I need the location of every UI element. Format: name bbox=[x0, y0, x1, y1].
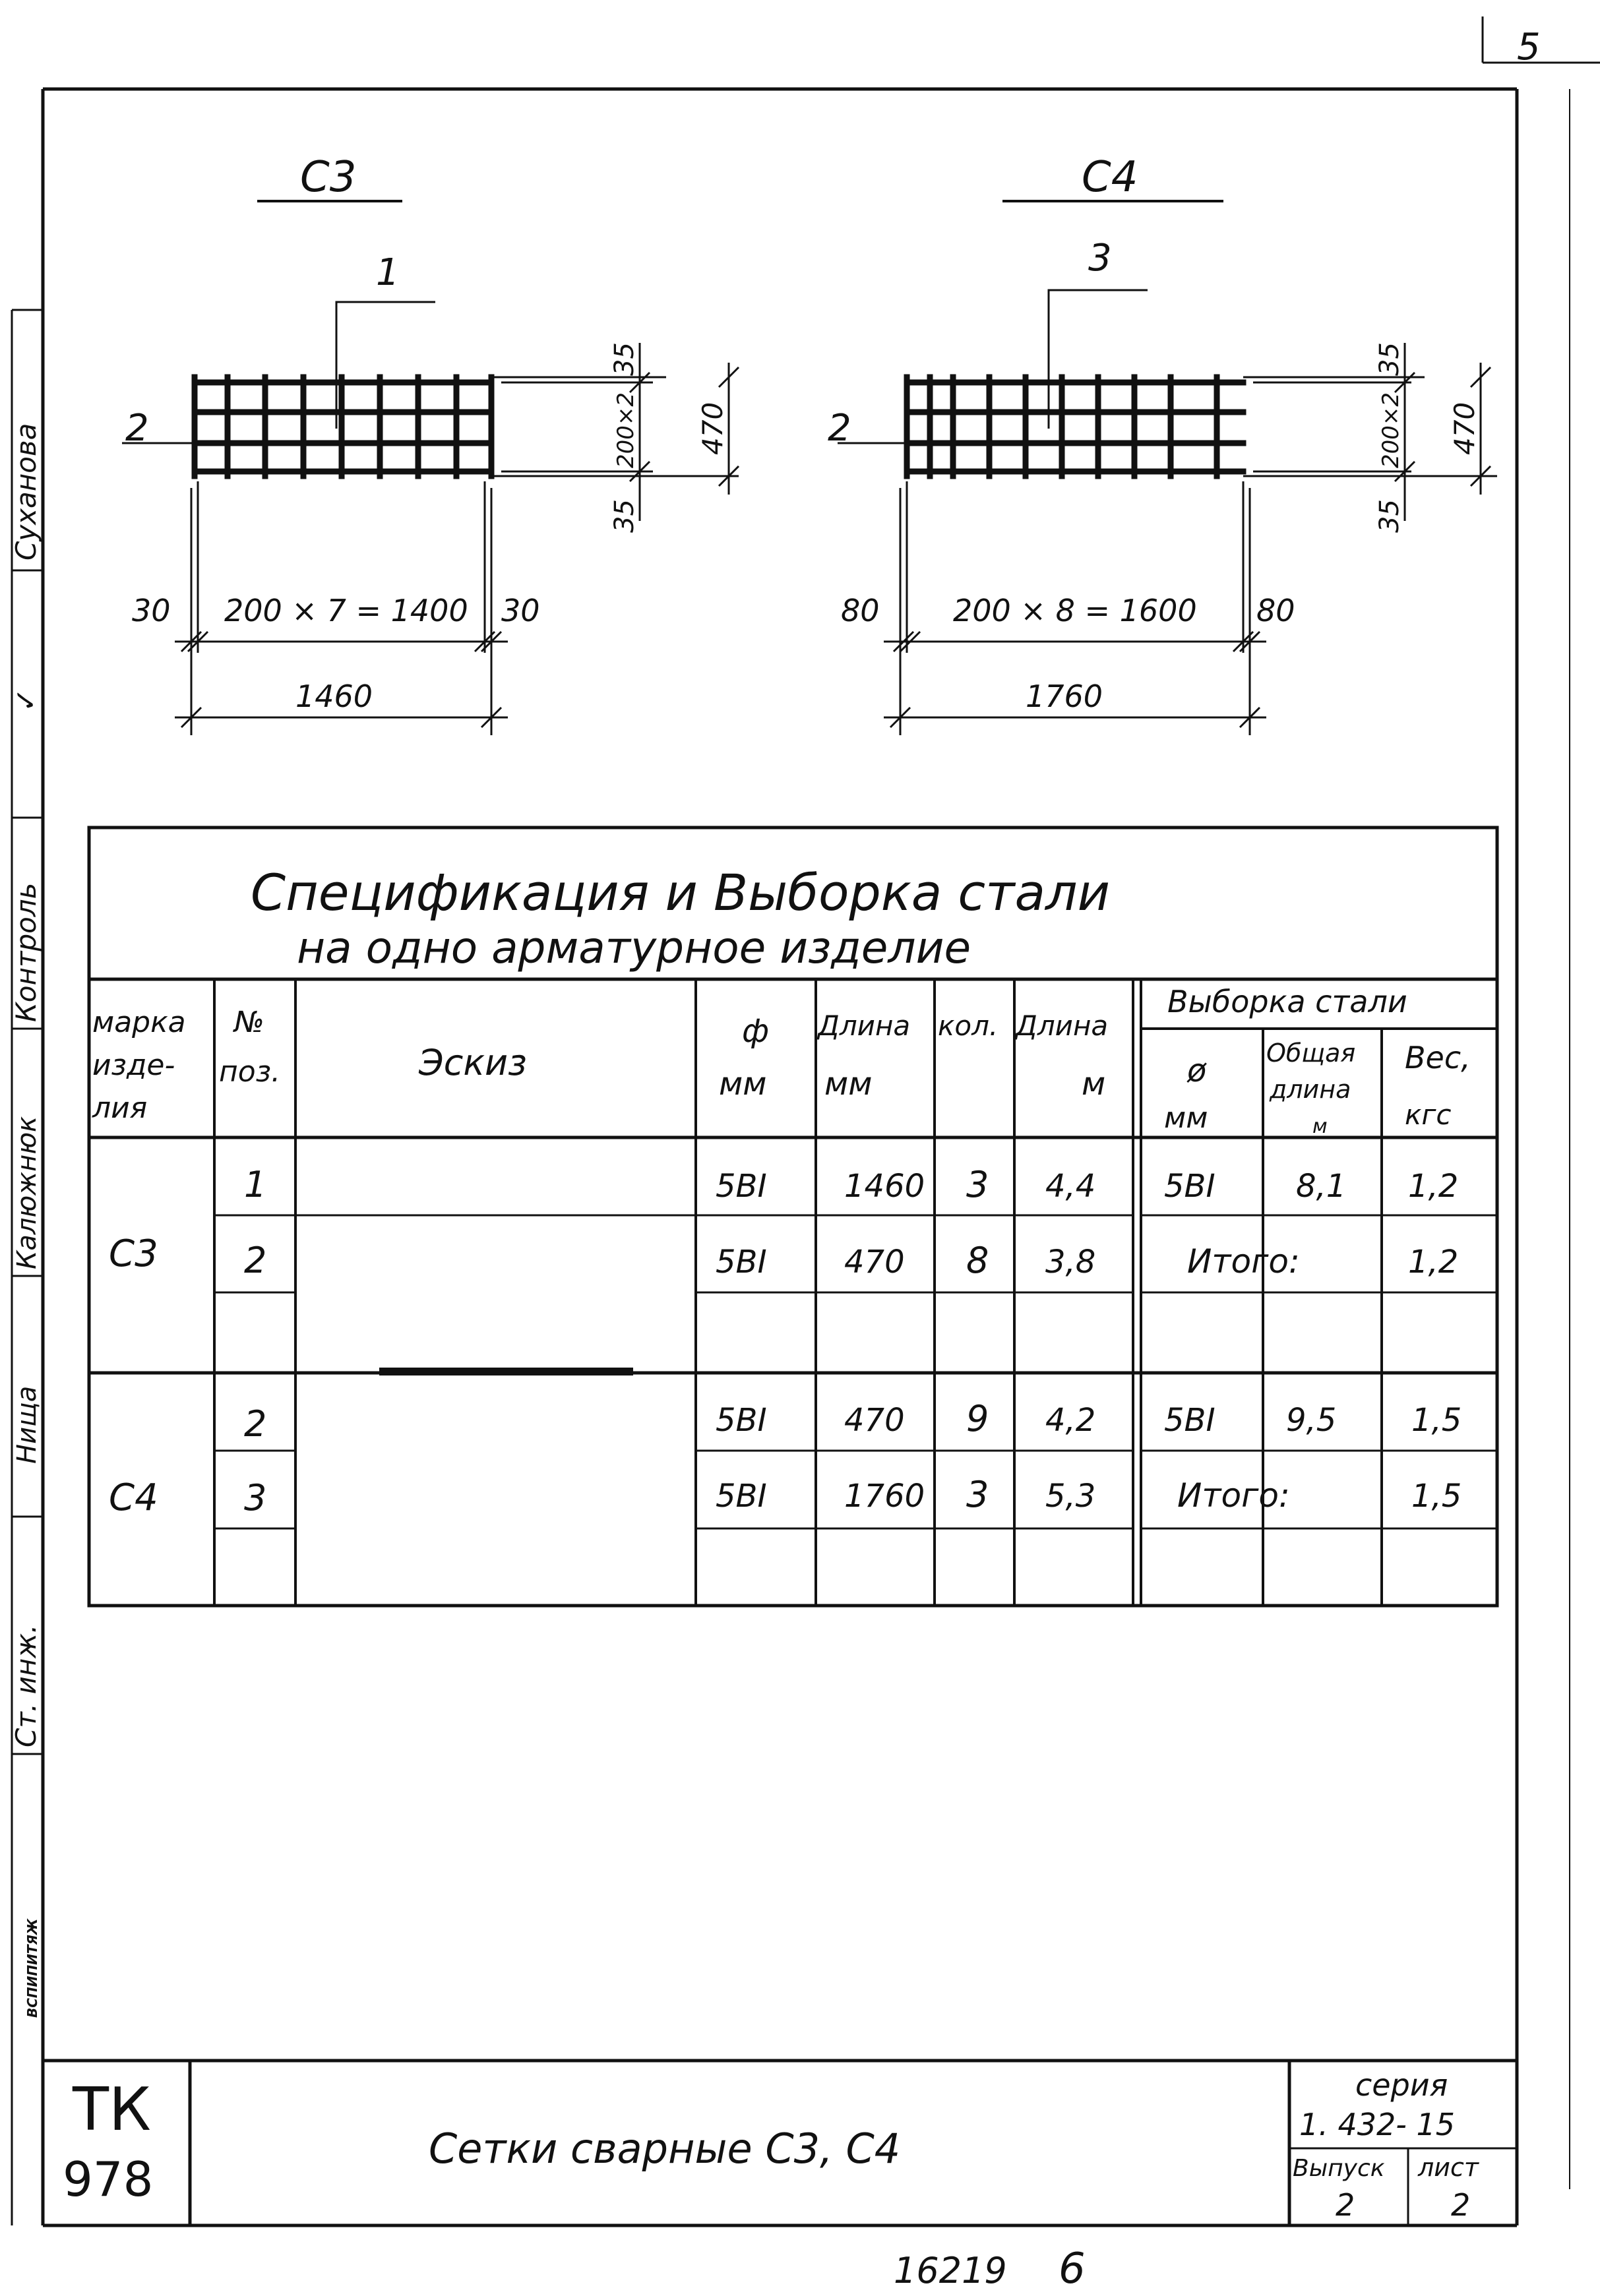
sel-total-len: 9,5 bbox=[1286, 1402, 1337, 1439]
series-value: 1. 432- 15 bbox=[1299, 2107, 1456, 2142]
c4-dim-main: 200 × 8 = 1600 bbox=[953, 593, 1197, 628]
spec-title-line1: Спецификация и Выборка стали bbox=[251, 863, 1111, 922]
series-label: серия bbox=[1355, 2067, 1448, 2103]
group-mark: С4 bbox=[109, 1476, 158, 1519]
sel-total-len: 8,1 bbox=[1296, 1168, 1347, 1205]
c3-mesh bbox=[195, 377, 491, 476]
stamp-label-sukhanova: Суханова bbox=[10, 423, 42, 560]
drawing-c3 bbox=[122, 153, 739, 735]
sel-weight: 1,2 bbox=[1408, 1168, 1459, 1205]
row-qty: 3 bbox=[966, 1164, 989, 1205]
hdr-dia-2: мм bbox=[719, 1066, 767, 1103]
issue-value: 2 bbox=[1336, 2187, 1355, 2223]
hdr-seltotal-2: длина bbox=[1270, 1075, 1351, 1104]
hdr-seltotal-3: м bbox=[1312, 1115, 1328, 1138]
hdr-selection: Выборка стали bbox=[1167, 984, 1407, 1019]
hdr-pos-1: № bbox=[234, 1006, 264, 1039]
c3-dim-mid: 200×2 bbox=[613, 392, 639, 468]
row-len-mm: 470 bbox=[844, 1402, 905, 1439]
c3-dim-left: 30 bbox=[132, 593, 171, 628]
sel-dia: 5BI bbox=[1164, 1168, 1215, 1205]
spec-group-c4 bbox=[109, 1398, 1462, 1519]
logo-tk: ТК bbox=[73, 2075, 151, 2144]
document-name: Сетки сварные С3, С4 bbox=[429, 2125, 901, 2173]
c3-dim-total-w: 1460 bbox=[295, 679, 373, 714]
sel-total-weight: 1,2 bbox=[1408, 1244, 1459, 1281]
stamp-vertical-note: ВСПИПИТЯЖ bbox=[24, 1918, 40, 2018]
c3-callout-1: 1 bbox=[376, 251, 400, 294]
c4-dim-mid: 200×2 bbox=[1378, 392, 1404, 468]
c3-dim-main: 200 × 7 = 1400 bbox=[224, 593, 468, 628]
bottom-code: 16219 bbox=[894, 2250, 1007, 2291]
row-qty: 3 bbox=[966, 1474, 989, 1515]
row-len-mm: 1760 bbox=[844, 1478, 925, 1515]
row-pos: 1 bbox=[244, 1164, 267, 1205]
row-pos: 2 bbox=[244, 1403, 267, 1445]
row-len-mm: 470 bbox=[844, 1244, 905, 1281]
hdr-lenm-1: Длина bbox=[1016, 1010, 1109, 1042]
row-len-m: 4,4 bbox=[1045, 1168, 1096, 1205]
hdr-mark-3: лия bbox=[92, 1091, 148, 1125]
stamp-signature-1: ✓ bbox=[9, 688, 43, 712]
sel-total-label: Итого: bbox=[1187, 1242, 1300, 1281]
c4-dim-right: 80 bbox=[1256, 593, 1295, 628]
spec-title-line2: на одно арматурное изделие bbox=[297, 922, 971, 973]
sel-weight: 1,5 bbox=[1411, 1402, 1462, 1439]
spec-group-c3 bbox=[109, 1164, 1458, 1281]
hdr-lenm-2: м bbox=[1082, 1066, 1106, 1103]
c3-dim-bottom: 35 bbox=[609, 499, 640, 533]
stamp-label-senior-engineer: Ст. инж. bbox=[10, 1624, 42, 1747]
stamp-label-control: Контроль bbox=[10, 882, 42, 1022]
hdr-qty: кол. bbox=[938, 1010, 999, 1042]
page-number: 5 bbox=[1517, 26, 1541, 69]
c3-dim-total-h: 470 bbox=[696, 402, 729, 455]
bottom-page: 6 bbox=[1059, 2245, 1086, 2293]
c4-dim-left: 80 bbox=[841, 593, 880, 628]
sel-total-weight: 1,5 bbox=[1411, 1478, 1462, 1515]
hdr-lenmm-1: Длина bbox=[818, 1010, 911, 1042]
hdr-seldia-1: ø bbox=[1187, 1052, 1207, 1089]
hdr-mark-2: изде- bbox=[92, 1048, 175, 1082]
row-dia: 5BI bbox=[716, 1402, 767, 1439]
sheet-value: 2 bbox=[1451, 2187, 1471, 2223]
c3-dim-top: 35 bbox=[609, 342, 640, 376]
hdr-mark-1: марка bbox=[92, 1006, 186, 1039]
c3-dim-right: 30 bbox=[501, 593, 540, 628]
sheet-frame bbox=[43, 16, 1600, 2225]
sheet-label: лист bbox=[1418, 2153, 1479, 2182]
hdr-seltotal-1: Общая bbox=[1266, 1039, 1356, 1068]
c3-callout-2: 2 bbox=[125, 407, 149, 450]
row-dia: 5BI bbox=[716, 1478, 767, 1515]
row-len-mm: 1460 bbox=[844, 1168, 925, 1205]
row-dia: 5BI bbox=[716, 1244, 767, 1281]
c4-title: С4 bbox=[1082, 153, 1138, 202]
hdr-sketch: Эскиз bbox=[419, 1042, 527, 1083]
row-len-m: 4,2 bbox=[1045, 1402, 1096, 1439]
c4-dim-total-h: 470 bbox=[1448, 402, 1481, 455]
hdr-lenmm-2: мм bbox=[824, 1066, 873, 1103]
drawing-c4 bbox=[828, 153, 1497, 735]
row-qty: 8 bbox=[966, 1240, 989, 1281]
c4-callout-3: 3 bbox=[1088, 237, 1112, 280]
hdr-selweight-2: кгс bbox=[1405, 1099, 1452, 1131]
hdr-pos-2: поз. bbox=[219, 1055, 281, 1089]
hdr-dia-1: ф bbox=[742, 1013, 770, 1050]
sel-dia: 5BI bbox=[1164, 1402, 1215, 1439]
c4-dim-top: 35 bbox=[1374, 342, 1405, 376]
sel-total-label: Итого: bbox=[1177, 1476, 1290, 1515]
c4-mesh bbox=[907, 377, 1243, 476]
stamp-label-kalyuzhnyuk: Калюжнюк bbox=[12, 1116, 42, 1269]
row-pos: 2 bbox=[244, 1240, 267, 1281]
hdr-selweight-1: Вес, bbox=[1405, 1040, 1471, 1075]
c4-dim-bottom: 35 bbox=[1374, 499, 1405, 533]
row-dia: 5BI bbox=[716, 1168, 767, 1205]
c4-callout-2: 2 bbox=[828, 407, 851, 450]
row-len-m: 3,8 bbox=[1045, 1244, 1096, 1281]
group-mark: С3 bbox=[109, 1232, 158, 1275]
stamp-signature-2: Нища bbox=[12, 1385, 42, 1464]
issue-label: Выпуск bbox=[1293, 2155, 1385, 2182]
hdr-seldia-2: мм bbox=[1164, 1101, 1208, 1135]
row-qty: 9 bbox=[966, 1398, 989, 1439]
logo-number: 978 bbox=[63, 2152, 154, 2207]
c3-title: С3 bbox=[300, 153, 357, 202]
row-len-m: 5,3 bbox=[1045, 1478, 1096, 1515]
c4-dim-total-w: 1760 bbox=[1026, 679, 1103, 714]
row-pos: 3 bbox=[244, 1477, 267, 1519]
